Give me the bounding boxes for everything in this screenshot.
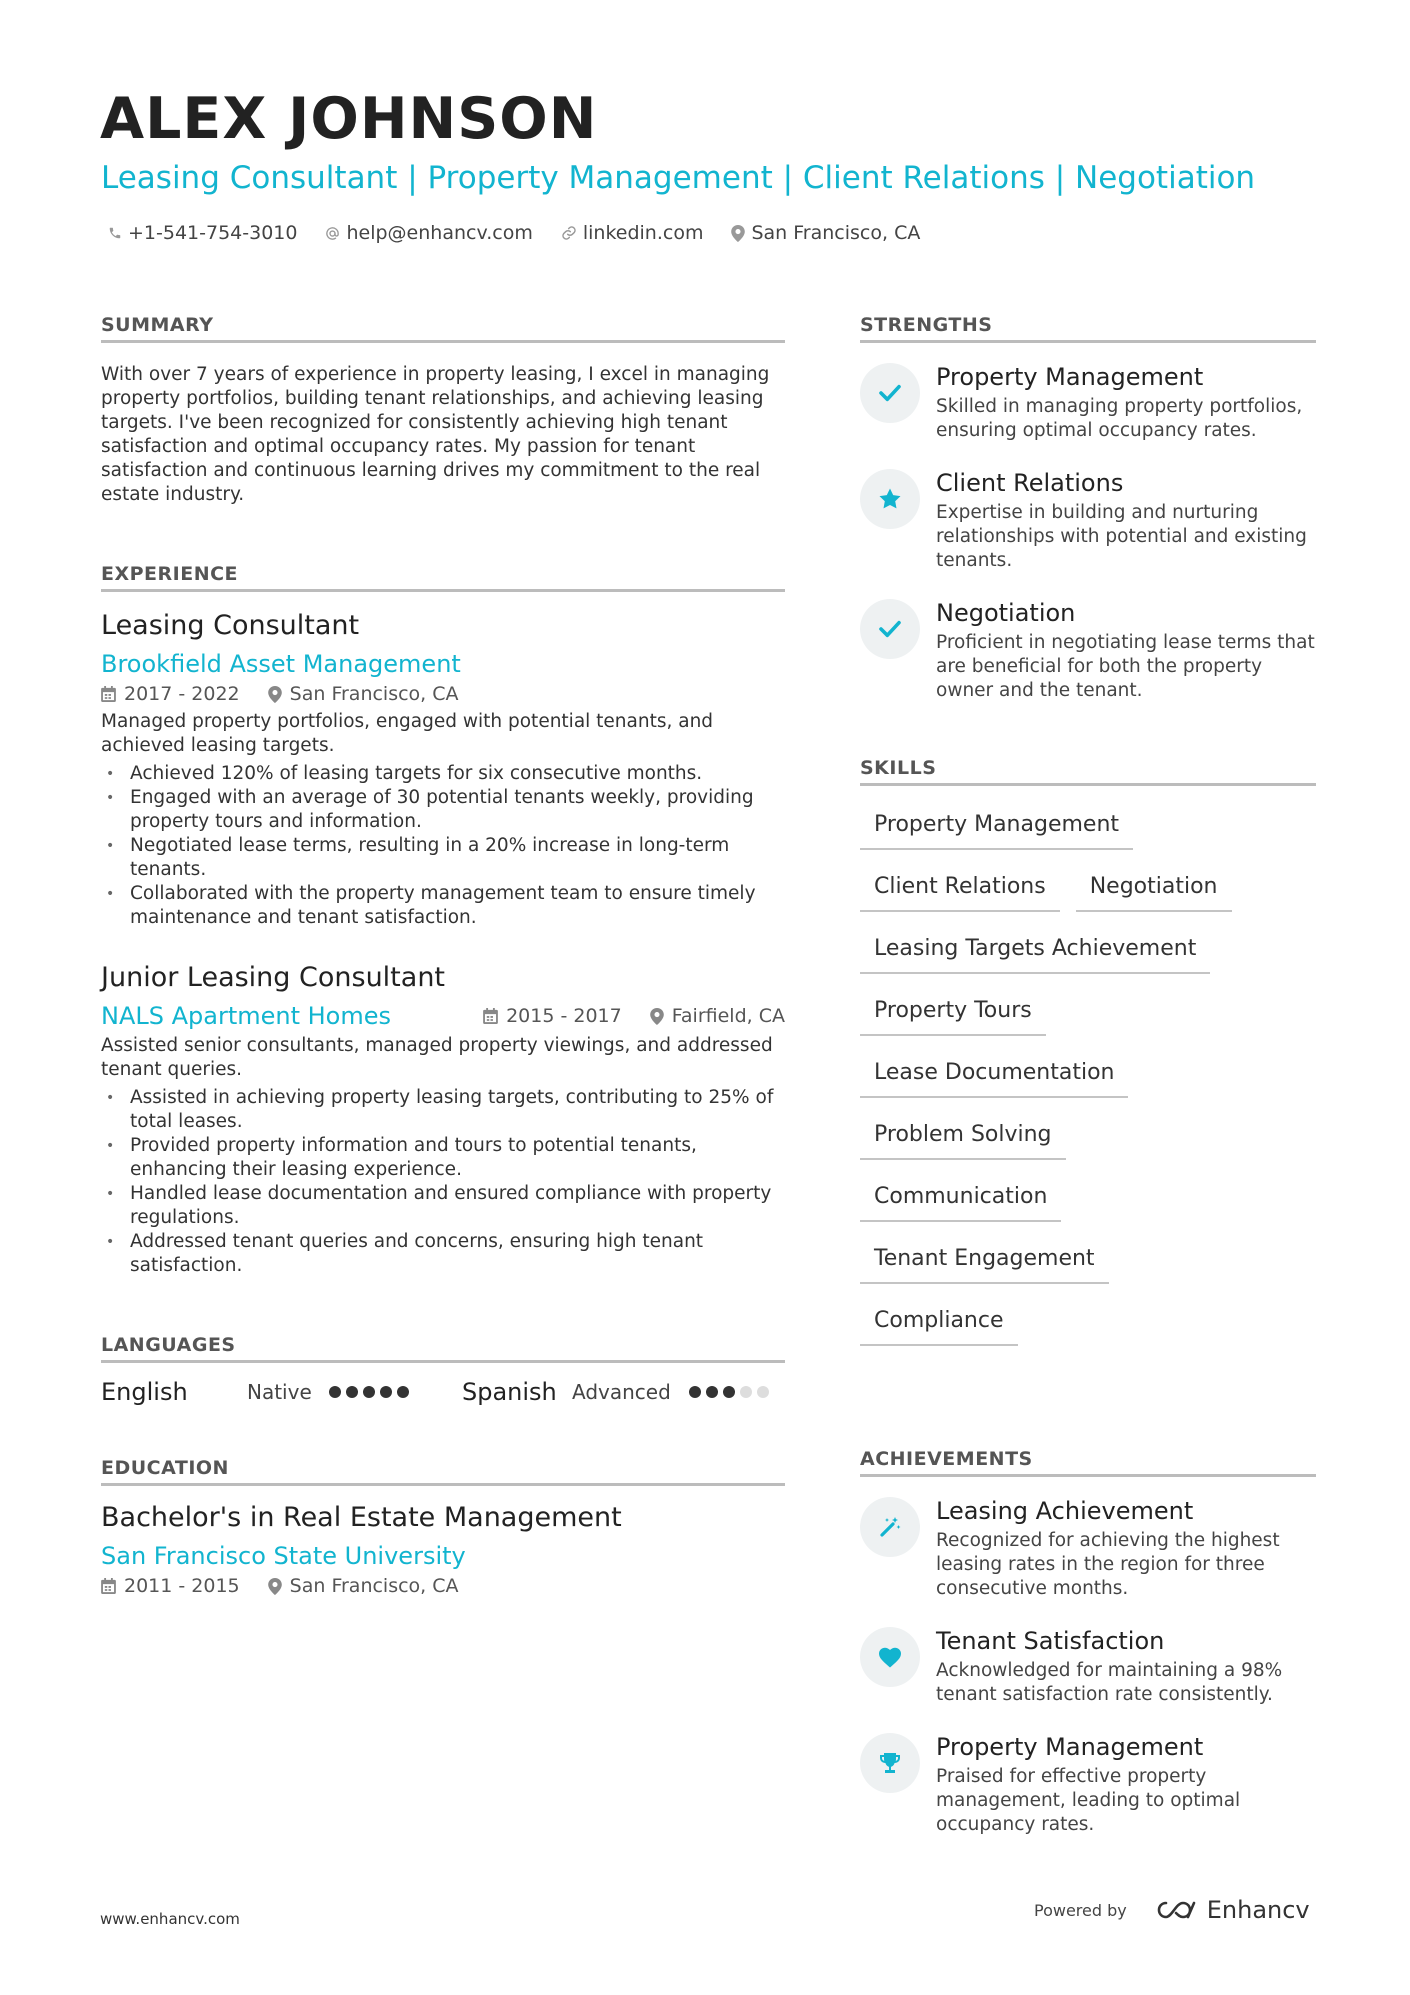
education-dates — [101, 1572, 240, 1600]
job-dates — [483, 1002, 622, 1030]
job-bullet: • Achieved 120% of leasing targets for six consecutive months. — [101, 762, 785, 786]
job-bullet: • Engaged with an average of 30 potential tenants weekly, providing property tours and information. — [101, 786, 785, 834]
job-bullet: • Addressed tenant queries and concerns, ensuring high tenant satisfaction. — [101, 1230, 785, 1278]
contact-linkedin[interactable] — [561, 222, 704, 244]
education-meta — [101, 1572, 785, 1600]
job-summary: Assisted senior consultants, managed property viewings, and addressed tenant queries. — [101, 1035, 773, 1080]
brand-logo[interactable] — [1155, 1896, 1310, 1924]
location-pin-icon — [268, 686, 282, 703]
calendar-icon — [483, 1008, 498, 1024]
contact-location — [731, 222, 920, 244]
skill-tag: Negotiation — [1076, 872, 1232, 912]
job-title: Leasing Consultant — [101, 610, 360, 641]
link-icon — [561, 225, 577, 241]
company-name: Brookfield Asset Management — [101, 650, 461, 678]
education-dates-text: 2011 - 2015 — [124, 1575, 240, 1597]
powered-by-label: Powered by — [1034, 1900, 1127, 1920]
rating-dot-filled — [397, 1386, 409, 1398]
strengths-section — [860, 314, 1316, 703]
strength-title: Client Relations — [936, 469, 1124, 497]
strength-item — [860, 361, 1316, 443]
language-level: Native — [247, 1380, 312, 1404]
skill-tag: Lease Documentation — [860, 1058, 1128, 1098]
achievement-desc: Recognized for achieving the highest leasing rates in the region for three consecutive months. — [936, 1530, 1280, 1599]
contact-bar — [108, 220, 948, 246]
education-section — [101, 1457, 785, 1600]
skills-list — [860, 810, 1300, 1368]
job-bullet: • Collaborated with the property management team to ensure timely maintenance and tenant satisfaction. — [101, 882, 785, 930]
language-rating — [689, 1386, 774, 1398]
skill-tag: Property Tours — [860, 996, 1046, 1036]
achievements-section — [860, 1448, 1316, 1837]
location-pin-icon — [650, 1008, 664, 1025]
rating-dot-filled — [706, 1386, 718, 1398]
headline: Leasing Consultant | Property Management | Client Relations | Negotiation — [101, 160, 1256, 196]
job-location — [268, 680, 459, 708]
star-icon — [878, 487, 902, 511]
strength-icon-badge — [860, 469, 920, 529]
achievement-item — [860, 1625, 1316, 1707]
infinity-logo-icon — [1155, 1899, 1199, 1921]
degree-title: Bachelor's in Real Estate Management — [101, 1502, 622, 1533]
job-dates-text: 2015 - 2017 — [506, 1005, 622, 1027]
skill-tag: Tenant Engagement — [860, 1244, 1109, 1284]
location-pin-icon — [268, 1578, 282, 1595]
rating-dot-empty — [740, 1386, 752, 1398]
strength-icon-badge — [860, 599, 920, 659]
brand-name: Enhancv — [1206, 1896, 1310, 1924]
achievement-desc: Acknowledged for maintaining a 98% tenant satisfaction rate consistently. — [936, 1660, 1283, 1705]
rating-dot-filled — [380, 1386, 392, 1398]
strength-icon-badge — [860, 363, 920, 423]
email-text: help@enhancv.com — [346, 222, 533, 244]
check-icon — [879, 384, 901, 402]
job-location-text: San Francisco, CA — [289, 683, 459, 705]
language-name: English — [101, 1378, 188, 1406]
languages-heading: LANGUAGES — [101, 1334, 785, 1363]
job-meta — [101, 680, 785, 708]
language-level: Advanced — [572, 1380, 671, 1404]
job-title: Junior Leasing Consultant — [101, 962, 446, 993]
location-text: San Francisco, CA — [751, 222, 921, 244]
footer-brand — [1034, 1896, 1310, 1924]
candidate-name: ALEX JOHNSON — [100, 86, 598, 152]
contact-email[interactable] — [325, 222, 532, 244]
contact-phone[interactable] — [108, 222, 297, 244]
education-location — [268, 1572, 459, 1600]
trophy-icon — [878, 1751, 902, 1775]
language-rating — [329, 1386, 414, 1398]
strength-item — [860, 467, 1316, 573]
phone-icon — [108, 226, 122, 240]
job-location — [650, 1002, 785, 1030]
calendar-icon — [101, 1578, 116, 1594]
footer-website[interactable]: www.enhancv.com — [100, 1910, 240, 1928]
languages-section — [101, 1334, 785, 1409]
magic-wand-icon — [878, 1515, 902, 1539]
job-meta — [483, 1002, 785, 1030]
job-company-row — [101, 1000, 785, 1032]
job-entry — [101, 960, 785, 1278]
summary-text: With over 7 years of experience in property leasing, I excel in managing property portfolios, building tenant relationships, and achieving leasing targets. I've been recognized for consistently achieving high tenant satisfaction and optimal occupancy rates. My passion for tenant satisfaction and continuous learning drives my commitment to the real estate industry. — [101, 364, 770, 505]
skill-tag: Problem Solving — [860, 1120, 1066, 1160]
achievement-item — [860, 1495, 1316, 1601]
skill-tag: Leasing Targets Achievement — [860, 934, 1210, 974]
strength-desc: Proficient in negotiating lease terms that are beneficial for both the property owner and the tenant. — [936, 632, 1315, 701]
school-name: San Francisco State University — [101, 1542, 466, 1570]
achievements-heading: ACHIEVEMENTS — [860, 1448, 1316, 1477]
experience-section — [101, 563, 785, 1278]
rating-dot-filled — [723, 1386, 735, 1398]
rating-dot-filled — [363, 1386, 375, 1398]
job-bullet: • Assisted in achieving property leasing targets, contributing to 25% of total leases. — [101, 1086, 785, 1134]
experience-heading: EXPERIENCE — [101, 563, 785, 592]
achievement-title: Tenant Satisfaction — [936, 1627, 1165, 1655]
strength-desc: Expertise in building and nurturing relationships with potential and existing tenants. — [936, 502, 1307, 571]
achievement-icon-badge — [860, 1627, 920, 1687]
at-icon — [325, 226, 340, 241]
job-summary: Managed property portfolios, engaged with potential tenants, and achieved leasing targets. — [101, 711, 714, 756]
summary-heading: SUMMARY — [101, 314, 785, 343]
job-bullet: • Handled lease documentation and ensured compliance with property regulations. — [101, 1182, 785, 1230]
job-bullets — [101, 762, 785, 930]
achievement-title: Property Management — [936, 1733, 1204, 1761]
skills-section — [860, 757, 1316, 1368]
strengths-heading: STRENGTHS — [860, 314, 1316, 343]
rating-dot-filled — [689, 1386, 701, 1398]
rating-dot-filled — [346, 1386, 358, 1398]
language-name: Spanish — [462, 1378, 557, 1406]
skill-tag: Compliance — [860, 1306, 1018, 1346]
rating-dot-filled — [329, 1386, 341, 1398]
linkedin-text: linkedin.com — [582, 222, 704, 244]
location-pin-icon — [731, 225, 745, 242]
achievement-item — [860, 1731, 1316, 1837]
skill-tag: Communication — [860, 1182, 1061, 1222]
achievement-icon-badge — [860, 1497, 920, 1557]
education-heading: EDUCATION — [101, 1457, 785, 1486]
phone-text: +1-541-754-3010 — [128, 222, 298, 244]
achievement-title: Leasing Achievement — [936, 1497, 1194, 1525]
skill-tag: Property Management — [860, 810, 1133, 850]
left-column — [101, 314, 785, 1600]
job-bullet: • Negotiated lease terms, resulting in a 20% increase in long-term tenants. — [101, 834, 785, 882]
strength-title: Negotiation — [936, 599, 1076, 627]
company-name: NALS Apartment Homes — [101, 1002, 392, 1030]
achievement-icon-badge — [860, 1733, 920, 1793]
strength-title: Property Management — [936, 363, 1204, 391]
job-bullet: • Provided property information and tours to potential tenants, enhancing their leasing experience. — [101, 1134, 785, 1182]
heart-icon — [878, 1646, 902, 1668]
job-entry — [101, 608, 785, 930]
job-dates-text: 2017 - 2022 — [124, 683, 240, 705]
check-icon — [879, 620, 901, 638]
strength-desc: Skilled in managing property portfolios, ensuring optimal occupancy rates. — [936, 396, 1303, 441]
achievement-desc: Praised for effective property management, leading to optimal occupancy rates. — [936, 1766, 1241, 1835]
strength-item — [860, 597, 1316, 703]
job-location-text: Fairfield, CA — [671, 1005, 785, 1027]
job-bullets — [101, 1086, 785, 1278]
job-dates — [101, 680, 240, 708]
skills-heading: SKILLS — [860, 757, 1316, 786]
summary-section — [101, 314, 785, 507]
languages-row — [101, 1375, 785, 1409]
right-column — [860, 314, 1316, 1837]
skill-tag: Client Relations — [860, 872, 1060, 912]
calendar-icon — [101, 686, 116, 702]
education-location-text: San Francisco, CA — [289, 1575, 459, 1597]
rating-dot-empty — [757, 1386, 769, 1398]
